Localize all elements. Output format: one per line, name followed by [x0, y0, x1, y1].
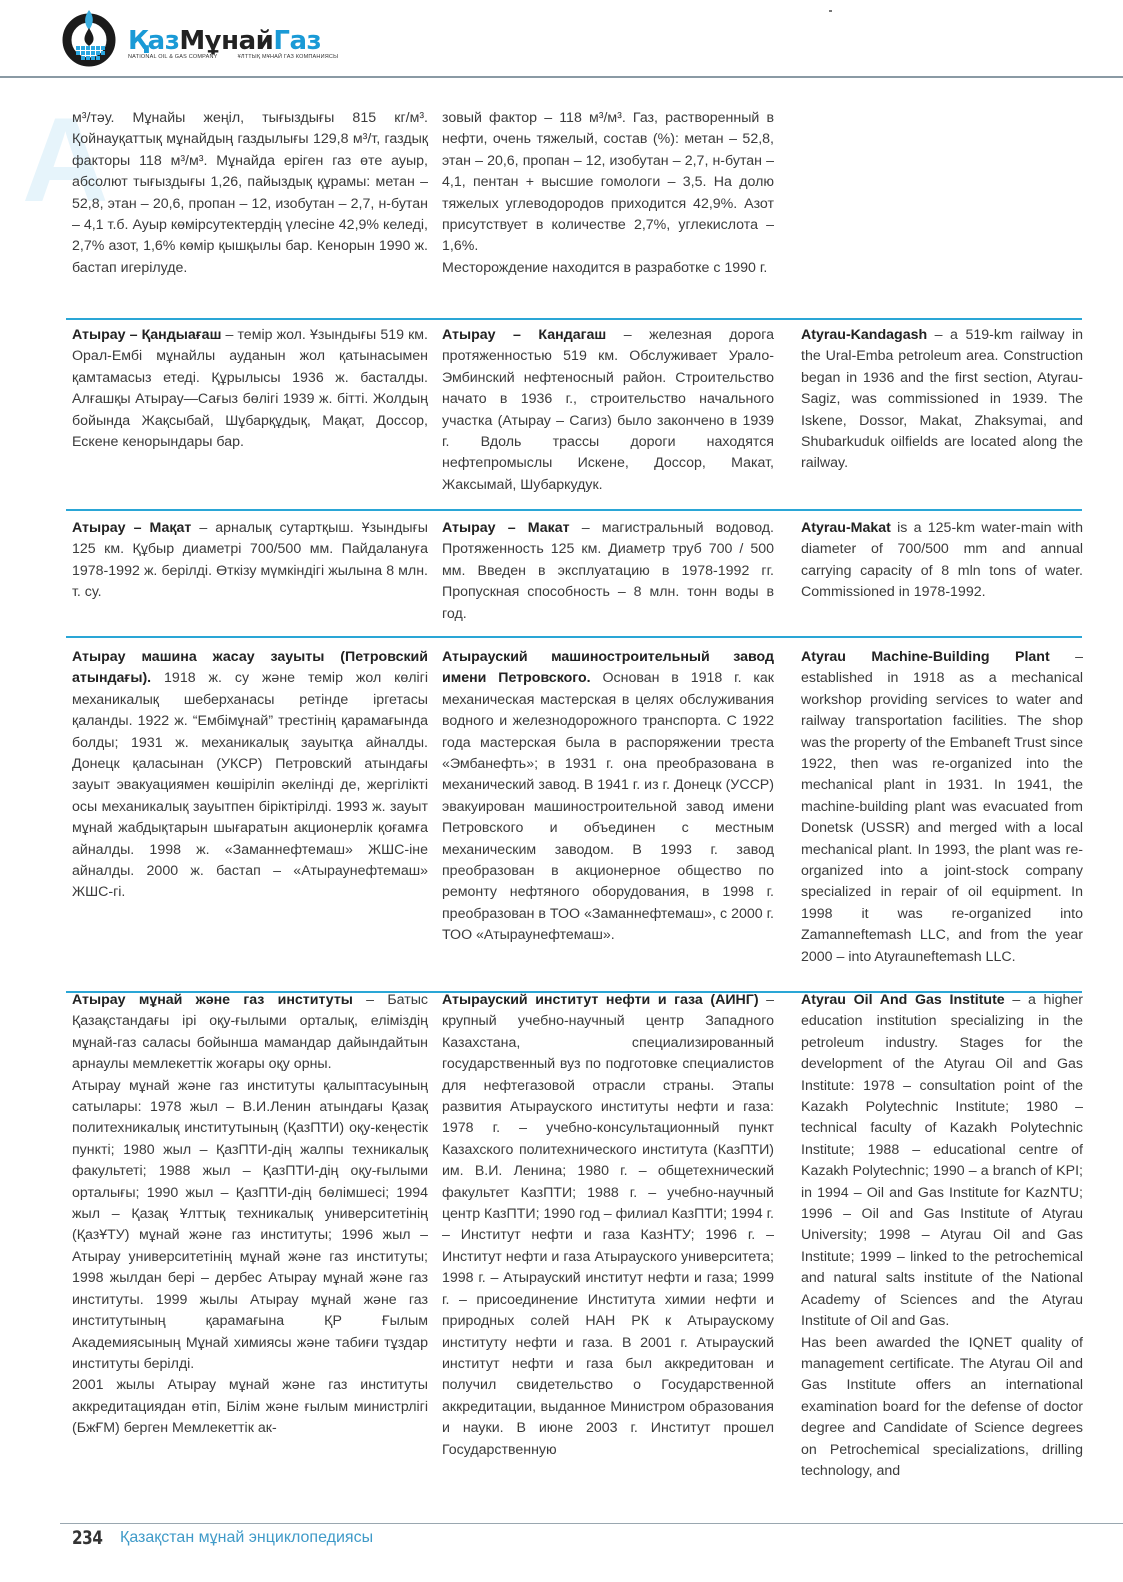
entry-title: Атырау – Макат — [442, 520, 570, 536]
entry-en-atyrau-makat — [801, 518, 1083, 604]
entry-ru-machine-plant — [442, 647, 774, 947]
entry-text: зовый фактор – 118 м³/м³. Газ, растворенный в нефти, очень тяжелый, состав (%): метан – 52,8, этан – 20,6, пропан – 12, изобутан – 2,7, н-бутан – 4,1, пентан + высшие гомологи – 3,5. На долю тяжелых углеводородов приходится 42,9%. Азот присутствует в количестве 2,7%, углекислота – 1,6%. — [442, 110, 774, 255]
brand-tagline-kz: ҰЛТТЫҚ МҰНАЙ ГАЗ КОМПАНИЯСЫ — [237, 53, 339, 60]
entry-text: – железная дорога протяженностью 519 км. Обслуживает Урало-Эмбинский нефтеносный район. Строительство начато в 1936 г., строительство начального участка (Атырау – Сагиз) было закончено в 1939 г. Вдоль трассы дороги находятся нефтепромыслы Искене, Доссор, Макат, Жаксымай, Шубаркудук. — [442, 327, 774, 493]
entry-kz-atyrau-kandyagash — [72, 325, 428, 453]
brand-name — [128, 27, 338, 55]
entry-text: – темір жол. Ұзындығы 519 км. Орал-Ембі мұнайлы ауданын жол қатынасымен қамтамасыз етеді. Құрылысы 1936 ж. басталды. Алғашқы Атырау—Сағыз бөлігі 1939 ж. бітті. Жолдың бойында Жақсыбай, Шұбарқұдық, Мақат, Доссор, Ескене кенорындары бар. — [72, 327, 428, 451]
entry-text: – a 519-km railway in the Ural-Emba petroleum area. Construction began in 1936 and the first section, Atyrau-Sagiz, was commissioned in 1939. The Iskene, Dossor, Makat, Zhaksymai, and Shubarkuduk oilfields are located along the railway. — [801, 327, 1083, 472]
page-number: 234 — [72, 1527, 103, 1549]
entry-text: Месторождение находится в разработке с 1990 г. — [442, 259, 768, 276]
entry-title: Атырауский институт нефти и газа (АИНГ) — [442, 992, 759, 1008]
entry-title: Atyrau Oil And Gas Institute — [801, 992, 1005, 1008]
brand-name-part: Қаз — [128, 25, 180, 56]
entry-title: Атырауский машиностроительный завод имени Петровского. — [442, 649, 774, 687]
entry-title: Атырау машина жасау зауыты (Петровский атындағы). — [72, 649, 428, 687]
entry-title: Atyrau Machine-Building Plant — [801, 649, 1050, 665]
kazmunaigas-logo-icon — [62, 6, 122, 68]
entry-kz-oil-gas-institute — [72, 990, 428, 1440]
entry-text: – крупный учебно-научный центр Западного Казахстана, специализированный государственный вуз по подготовке специалистов для нефтегазовой отрасли страны. Этапы развития Атырауского институты нефти и газа: 1978 г. – учебно-консультационный пункт Казахского политехнического института (КазПТИ) им. В.И. Ленина; 1980 г. – общетехнический факультет КазПТИ; 1988 г. – учебно-научный центр КазПТИ; 1990 год – филиал КазПТИ; 1994 г. – Институт нефти и газа КазНТУ; 1996 г. – Институт нефти и газа Атырауского университета; 1998 г. – Атырауский институт нефти и газа; 1999 г. – присоединение Института химии нефти и природных солей НАН РК к Атыраускому институту нефти и газа. В 2001 г. Атырауский институт нефти и газа был аккредитован и получил свидетельство о Государственной аккредитации, выданное Министром образования и науки. В июне 2003 г. Институт прошел Государственную — [442, 992, 774, 1458]
entry-text: Атырау мұнай жəне газ институты қалыптасуының сатылары: 1978 жыл – В.И.Ленин атындағы Қазақ политехникалық институтының (ҚазПТИ) оқу-кеңестік пункті; 1980 жыл – ҚазПТИ-дің жалпы техникалық факультеті; 1988 жыл – ҚазПТИ-дің оқу-ғылыми орталығы; 1990 жыл – ҚазПТИ-дің бөлімшесі; 1994 жыл – Қазақ Ұлттық техникалық университетінің (ҚазҰТУ) мұнай жəне газ институты; 1996 жыл – Атырау университетінің мұнай жəне газ институты; 1998 жылдан бері – дербес Атырау мұнай жəне газ институты. 1999 жылы Атырау мұнай жəне газ институтының қарамағына ҚР Ғылым Академиясының Мұнай химиясы жəне табиғи тұздар институты берілді. — [72, 1077, 428, 1372]
brand-name-part: Мұнай — [179, 25, 274, 56]
entry-title: Атырау – Кандагаш — [442, 327, 607, 343]
entry-text: – магистральный водовод. Протяженность 125 км. Диаметр труб 700 / 500 мм. Введен в эксплуатацию в 1978-1992 гг. Пропускная способность – 8 млн. тонн воды в год. — [442, 520, 774, 622]
footer-divider — [60, 1523, 1123, 1524]
entry-kz-continuation — [72, 108, 428, 279]
section-letter-watermark: A — [22, 93, 109, 227]
entry-title: Атырау – Мақат — [72, 520, 192, 536]
entry-en-oil-gas-institute — [801, 990, 1083, 1482]
entry-text: is a 125-km water-main with diameter of 700/500 mm and annual carrying capacity of 8 mln tons of water. Commissioned in 1978-1992. — [801, 520, 1083, 601]
entry-text: – арналық сутартқыш. Ұзындығы 125 км. Құбыр диаметрі 700/500 мм. Пайдалануға 1978-1992 ж. берілді. Өткізу мүмкіндігі жылына 8 млн. т. су. — [72, 520, 428, 601]
entry-title: Atyrau-Makat — [801, 520, 891, 536]
entry-text: Основан в 1918 г. как механическая мастерская в целях обслуживания водного и железнодорожного транспорта. С 1922 года мастерская была в распоряжении треста «Эмбанефть»; в 1931 г. она преобразована в механический завод. В 1941 г. из г. Донецк (УССР) эвакуирован машиностроительной завод имени Петровского и объединен с местным механическим заводом. В 1993 г. завод преобразован в акционерное общество по ремонту нефтяного оборудования, в 1998 г. преобразован в ТОО «Заманнефтемаш», с 2000 г. ТОО «Атыраунефтемаш». — [442, 670, 774, 944]
section-divider — [66, 318, 1082, 320]
entry-en-machine-plant — [801, 647, 1083, 968]
entry-ru-continuation — [442, 108, 774, 279]
running-title: Қазақстан мұнай энциклопедиясы — [120, 1529, 374, 1546]
entry-ru-oil-gas-institute — [442, 990, 774, 1461]
section-divider — [66, 636, 1082, 638]
entry-text: 1918 ж. су жəне темір жол көлігі механикалық шеберханасы ретінде іргетасы қаланды. 1922 ж. “Ембімұнай” трестінің қарамағында болды; 1931 ж. механикалық зауытқа айналды. Донецк қаласынан (УКСР) Петровский атындағы зауыт эвакуациямен көшіріліп əкелінді де, жергілікті осы механикалық зауытпен біріктірілді. 1993 ж. зауыт мұнай жабдықтарын шығаратын акционерлік қоғамға айналды. 1998 ж. «Заманнефтемаш» ЖШС-іне айналды. 2000 ж. бастап – «Атыраунефтемаш» ЖШС-гі. — [72, 670, 428, 901]
brand-logo — [62, 6, 338, 68]
entry-title: Atyrau-Kandagash — [801, 327, 928, 343]
entry-text: – a higher education institution specializing in the petroleum industry. Stages for the development of the Atyrau Oil and Gas Institute: 1978 – consultation point of the Kazakh Polytechnic Institute; 1980 – technical faculty of Kazakh Polytechnic Institute; 1988 – educational centre of Kazakh Polytechnic; 1990 – a branch of KPI; in 1994 – Oil and Gas Institute for KazNTU; 1996 – Oil and Gas Institute of Atyrau University; 1998 – Atyrau Oil and Gas Institute; 1999 – linked to the petrochemical and natural salts institute of the National Academy of Sciences and the Atyrau Institute of Oil and Gas. — [801, 992, 1083, 1330]
page-header — [0, 0, 1123, 78]
entry-title: Атырау мұнай жəне газ институты — [72, 992, 353, 1008]
scan-speck — [829, 10, 832, 12]
entry-text: Has been awarded the IQNET quality of management certificate. The Atyrau Oil and Gas Institute offers an international examination board for the defense of doctor degree and Candidate of Science degrees on Petrochemical specializations, drilling technology, and — [801, 1334, 1083, 1479]
entry-ru-atyrau-makat — [442, 518, 774, 625]
entry-text: – Батыс Қазақстандағы ірі оқу-ғылыми орталық, еліміздің мұнай-газ саласы бойынша мамандар дайындайтын арнаулы мемлекеттік жоғары оқу орны. — [72, 992, 428, 1073]
entry-text: 2001 жылы Атырау мұнай жəне газ институты аккредитациядан өтіп, Білім жəне ғылым министрлігі (БжҒМ) берген Мемлекеттік ак- — [72, 1377, 428, 1437]
entry-en-atyrau-kandagash — [801, 325, 1083, 475]
brand-name-part: Газ — [273, 25, 322, 56]
entry-kz-atyrau-makat — [72, 518, 428, 604]
entry-title: Атырау – Қандыағаш — [72, 327, 222, 343]
entry-kz-machine-plant — [72, 647, 428, 904]
section-divider — [66, 509, 1082, 511]
brand-tagline-en: NATIONAL OIL & GAS COMPANY — [128, 53, 218, 60]
entry-text: – established in 1918 as a mechanical workshop providing services to water and railway transportation facilities. The shop was the property of the Embaneft Trust since 1922, then was re-organized into the mechanical plant in 1931. In 1941, the machine-building plant was evacuated from Donetsk (USSR) and merged with a local mechanical plant. In 1993, the plant was re-organized into a joint-stock company specialized in repair of oil equipment. In 1998 it was re-organized into Zamanneftemash LLC, and from the year 2000 – into Atyrauneftemash LLC. — [801, 649, 1083, 965]
entry-ru-atyrau-kandagash — [442, 325, 774, 496]
entry-text: м³/тəу. Мұнайы жеңіл, тығыздығы 815 кг/м³. Қойнауқаттық мұнайдың газдылығы 129,8 м³/т, газдық факторы 118 м³/м³. Мұнайда еріген газ өте ауыр, абсолют тығыздығы 1,26, пайыздық құрамы: метан – 52,8, этан – 20,6, пропан – 12, изобутан – 2,7, н-бутан – 4,1 т.б. Ауыр көмірсутектердің үлесіне 42,9% келеді, 2,7% азот, 1,6% көмір қышқылы бар. Кенорын 1990 ж. бастап игерілуде. — [72, 110, 428, 276]
header-divider — [0, 76, 1123, 78]
